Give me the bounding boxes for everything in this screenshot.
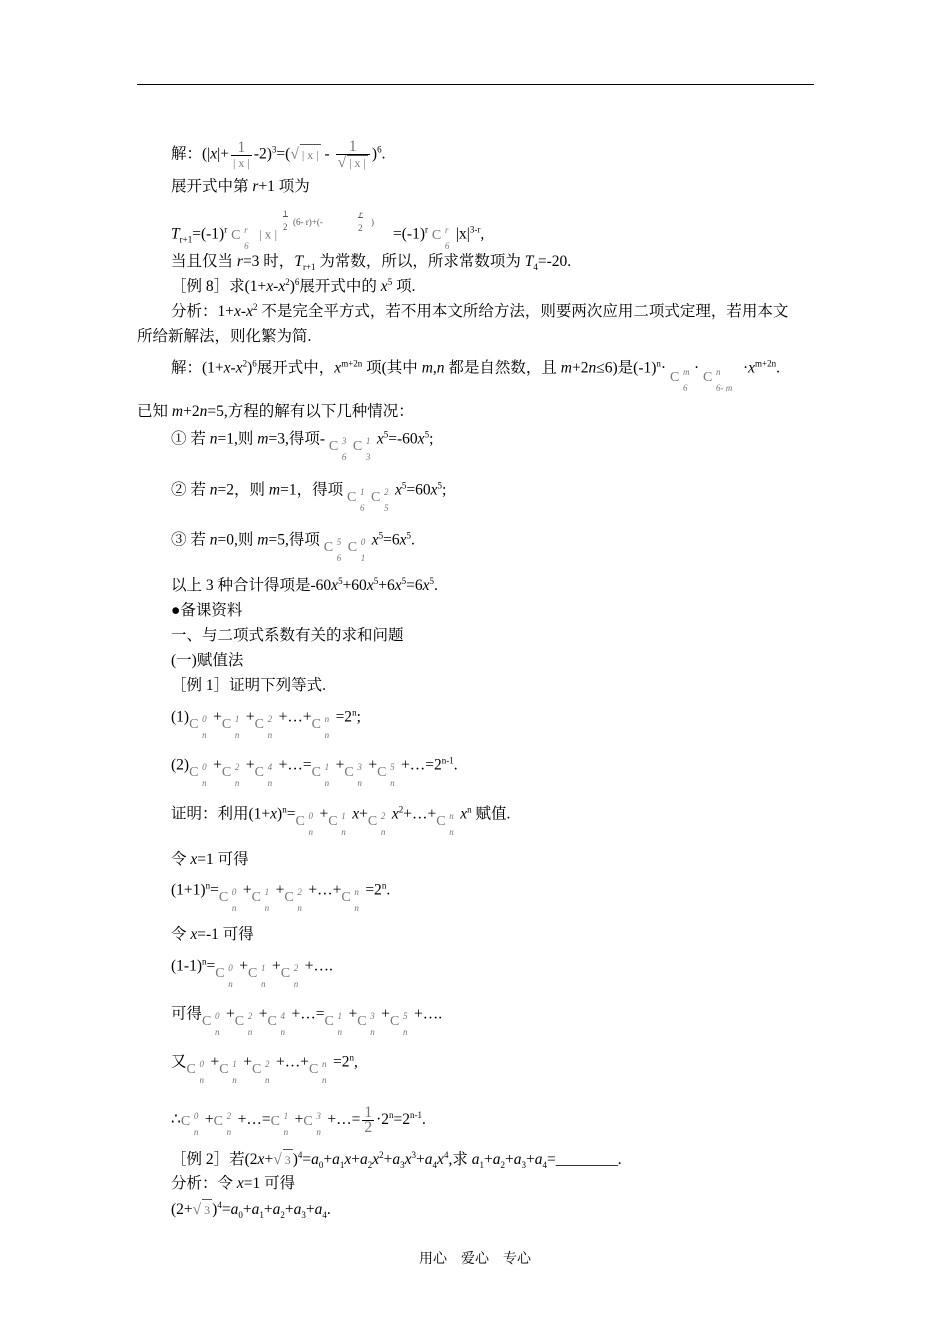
exponent: 6	[377, 144, 382, 155]
line-identity-2: (2) C 0 n + C 2 n + C 4 n +…= C 1 n + C 3 n + C 5 n $+\dots=2^{n-1}$.	[171, 755, 458, 788]
text: )	[371, 145, 378, 163]
sqrt-icon: √	[290, 145, 299, 163]
binomial-coefficient: C n 6- m	[702, 367, 733, 393]
section-heading-1: 一、与二项式系数有关的求和问题	[171, 627, 404, 644]
exponent: r	[425, 224, 429, 235]
text: +1 项为	[258, 178, 310, 195]
binomial-coefficient: C 2 5	[370, 487, 389, 513]
binomial-coefficient: C 3 n	[344, 762, 362, 788]
binomial-coefficient: C n n	[436, 811, 454, 837]
binomial-coefficient: C n n	[341, 887, 359, 913]
text: =(-1)	[393, 225, 426, 243]
binomial-coefficient: C 1 n	[311, 762, 330, 788]
radicand: | x |	[349, 156, 366, 170]
exponent: 3-r	[469, 224, 481, 235]
binomial-coefficient: C 0 n	[189, 762, 207, 788]
line-case-1: ① 若 n=1,则 m=3,得项- C 3 6 C 1 3 $x^5=-60x^5$;	[171, 429, 434, 462]
binomial-coefficient: C 2 n	[284, 887, 302, 913]
radicand: 3	[283, 1149, 293, 1170]
line-therefore: ∴ C 0 n + C 2 n +…= C 1 n + C 3 n +…= $\frac{1}{2}$ $\cdot 2^n=2^{n-1}$.	[171, 1104, 426, 1137]
sqrt-icon: √	[273, 1151, 282, 1168]
line-even-odd: 可得 C 0 n + C 2 n + C 4 n +…= C 1 n + C 3 n + C 5 n +….	[171, 1005, 443, 1037]
binomial-coefficient: C 2 n	[234, 1011, 253, 1037]
line-general-term	[171, 209, 485, 251]
binomial-coefficient: C 1 n	[270, 1110, 289, 1137]
radicand: | x |	[300, 144, 321, 165]
text: =(	[276, 145, 291, 163]
binomial-coefficient: C 1 n	[219, 1059, 237, 1085]
binomial-coefficient: C 1 n	[324, 1011, 342, 1037]
exponent: r	[224, 224, 228, 235]
binomial-coefficient: C 0 n	[202, 1011, 220, 1037]
binomial-coefficient: C 5 6	[323, 537, 342, 563]
radicand: 3	[202, 1199, 212, 1220]
binomial-coefficient: C 0 n	[180, 1110, 199, 1137]
binomial-coefficient: C m 6	[669, 367, 690, 393]
line-expansion-term	[171, 177, 310, 197]
numerator: 1	[237, 138, 246, 156]
var-r: r	[252, 178, 259, 195]
line-solution-1	[171, 140, 385, 170]
line-case-2: ② 若 n=2，则 m=1，得项 C 1 6 C 2 5 $x^5=60x^5$;	[171, 480, 447, 513]
binomial-coefficient: C r 6	[431, 225, 450, 251]
text: |x|	[455, 225, 470, 243]
binomial-coefficient: C 1 6	[346, 487, 365, 513]
line-analysis-2: 分析：令 x=1 可得	[171, 1175, 296, 1192]
binomial-coefficient: C 5 n	[377, 762, 395, 788]
abs-x: | x |	[258, 226, 278, 242]
binomial-coefficient: C 2 n	[254, 714, 273, 740]
line-substitution: (2+√ 3 )$^4=a_0+a_1+a_2+a_3+a_4$.	[171, 1199, 331, 1221]
text: -	[320, 145, 334, 163]
text: -2)	[253, 145, 272, 163]
var-T: T	[171, 225, 180, 243]
text: =(-1)	[192, 225, 225, 243]
page-footer: 用心 爱心 专心	[419, 1252, 531, 1267]
sqrt-icon: √	[337, 154, 347, 171]
text: 展开式中第	[171, 178, 253, 195]
binomial-coefficient: C 0 n	[295, 811, 313, 837]
binomial-coefficient: C 1 n	[221, 714, 240, 740]
denominator: | x |	[233, 155, 250, 170]
compound-exponent: 1 2 (6- r)+(- r 2 )	[281, 222, 393, 242]
sqrt-icon: √	[192, 1201, 202, 1218]
line-let-x-1: 令 x=1 可得	[171, 851, 249, 868]
line-proof: 证明：利用$(1+x)^n=$ C 0 n + C 1 n x+ C 2 n $x^2+\dots+$ C n n $x^n$ 赋值.	[171, 804, 511, 837]
line-sum-zero: $(1-1)^n=$ C 0 n + C 1 n + C 2 n +….	[171, 956, 333, 989]
binomial-coefficient: C r 6	[231, 225, 249, 251]
binomial-coefficient: C n n	[311, 714, 330, 740]
binomial-coefficient: C 0 1	[347, 537, 366, 563]
line-total: 以上 3 种合计得项是$-60x^5+60x^5+6x^5=6x^5$.	[171, 575, 438, 594]
header-rule	[137, 84, 814, 85]
binomial-coefficient: C 2 n	[213, 1110, 232, 1137]
binomial-coefficient: C 0 n	[186, 1059, 205, 1085]
binomial-coefficient: C 3 6	[328, 436, 347, 462]
text: ,	[480, 225, 485, 243]
binomial-coefficient: C 2 n	[221, 762, 240, 788]
denominator	[336, 154, 370, 170]
binomial-coefficient: C 1 3	[352, 436, 371, 462]
numerator: 1	[348, 138, 357, 155]
binomial-coefficient: C 0 n	[189, 714, 207, 740]
line-example-1: ［例 1］证明下列等式.	[171, 677, 327, 694]
exponent: 3	[271, 144, 277, 155]
binomial-coefficient: C 4 n	[267, 1011, 286, 1037]
text: |+	[217, 145, 230, 163]
line-example-8: ［例 8］求$(1+x-x^2)^6$展开式中的 $x^5$ 项.	[171, 276, 416, 295]
fraction	[336, 140, 370, 170]
var-x: x	[210, 145, 218, 163]
binomial-coefficient: C 0 n	[215, 963, 233, 989]
line-analysis: 分析：$1+x-x^2$ 不是完全平方式，若不用本文所给方法，则要两次应用二项式定理，若用本文	[171, 301, 789, 320]
fraction-half: $\frac{1}{2}$	[364, 1104, 373, 1136]
binomial-coefficient: C 2 n	[280, 963, 299, 989]
text: .	[381, 145, 386, 163]
line-also: 又 C 0 n + C 1 n + C 2 n +…+ C n n $=2^n$,	[171, 1052, 358, 1085]
line-analysis-cont: 所给新解法，则化繁为简.	[137, 328, 312, 345]
binomial-coefficient: C 3 n	[303, 1110, 321, 1137]
text: 解：(|	[171, 145, 211, 163]
subscript: r+1	[179, 234, 193, 245]
binomial-coefficient: C 2 n	[367, 811, 386, 837]
line-solution-8: 解：$(1+x-x^2)^6$展开式中，$x^{m+2n}$ 项(其中 m,n 都是自然数，且 m+2n≤6)是$(-1)^n\cdot$ C m 6 · C n 6- m $\cdot x^{m+2n}$.	[171, 358, 780, 393]
binomial-coefficient: C n n	[309, 1059, 327, 1085]
fraction	[231, 138, 252, 170]
subsection-assignment: (一)赋值法	[171, 652, 244, 669]
binomial-coefficient: C 1 n	[328, 811, 346, 837]
line-identity-1: (1) C 0 n + C 1 n + C 2 n +…+ C n n $=2^n$;	[171, 707, 361, 740]
binomial-coefficient: C 1 n	[251, 887, 270, 913]
binomial-coefficient: C 2 n	[252, 1059, 270, 1085]
binomial-coefficient: C 5 n	[390, 1011, 408, 1037]
binomial-coefficient: C 4 n	[254, 762, 273, 788]
line-example-2: ［例 2］若(2x+√ 3 )$^4=a_0+a_1x+a_2x^2+a_3x^3+a_4x^4$,求 $a_1+a_2+a_3+a_4=\_\_\_\_\_\_\_\_$.	[171, 1149, 622, 1171]
line-let-x-neg1: 令 x=-1 可得	[171, 926, 254, 943]
line-sum-2n: $(1+1)^n=$ C 0 n + C 1 n + C 2 n +…+ C n n $=2^n$.	[171, 880, 391, 913]
binomial-coefficient: C 1 n	[248, 963, 266, 989]
line-known: 已知 m+2n=5,方程的解有以下几种情况：	[137, 403, 414, 420]
binomial-coefficient: C 0 n	[218, 887, 237, 913]
line-case-3: ③ 若 n=0,则 m=5,得项 C 5 6 C 0 1 $x^5=6x^5$.	[171, 530, 415, 563]
line-constant-term: 当且仅当 r=3 时，$T_{r+1}$ 为常数，所以，所求常数项为 $T_4=-20$.	[171, 253, 572, 273]
section-prep-materials: ●备课资料	[171, 602, 243, 619]
binomial-coefficient: C 3 n	[357, 1011, 375, 1037]
